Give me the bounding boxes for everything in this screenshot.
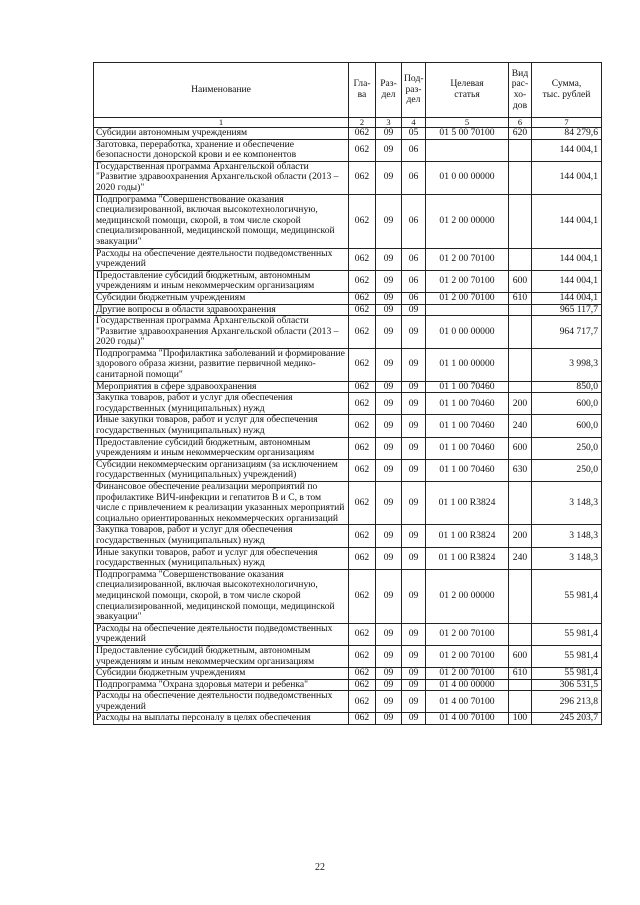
table-row bbox=[94, 569, 602, 623]
column-number: 7 bbox=[532, 118, 602, 128]
row-subsection: 09 bbox=[402, 348, 426, 381]
table-row bbox=[94, 304, 602, 316]
row-expense-type bbox=[509, 348, 532, 381]
table-row bbox=[94, 270, 602, 292]
row-section: 09 bbox=[376, 679, 402, 691]
header-expense-type: Вид рас- хо- дов bbox=[509, 63, 532, 118]
row-expense-type: 600 bbox=[509, 437, 532, 459]
row-target-article: 01 4 00 70100 bbox=[426, 713, 509, 725]
row-subsection: 09 bbox=[402, 569, 426, 623]
row-target-article: 01 1 00 R3824 bbox=[426, 482, 509, 525]
row-chapter: 062 bbox=[349, 668, 376, 680]
row-chapter: 062 bbox=[349, 292, 376, 304]
row-subsection: 06 bbox=[402, 292, 426, 304]
row-target-article: 01 5 00 70100 bbox=[426, 128, 509, 140]
row-amount: 55 981,4 bbox=[532, 569, 602, 623]
row-name: Иные закупки товаров, работ и услуг для обеспечения государственных (муниципальных) нужд bbox=[94, 415, 349, 437]
row-section: 09 bbox=[376, 645, 402, 667]
row-amount: 600,0 bbox=[532, 415, 602, 437]
row-chapter: 062 bbox=[349, 547, 376, 569]
row-expense-type: 200 bbox=[509, 393, 532, 415]
row-expense-type bbox=[509, 482, 532, 525]
row-chapter: 062 bbox=[349, 691, 376, 713]
row-name: Расходы на обеспечение деятельности подведомственных учреждений bbox=[94, 691, 349, 713]
table-row bbox=[94, 645, 602, 667]
row-expense-type: 600 bbox=[509, 645, 532, 667]
row-target-article: 01 1 00 00000 bbox=[426, 348, 509, 381]
table-row bbox=[94, 691, 602, 713]
row-expense-type bbox=[509, 691, 532, 713]
row-section: 09 bbox=[376, 128, 402, 140]
row-amount: 55 981,4 bbox=[532, 623, 602, 645]
row-amount: 144 004,1 bbox=[532, 292, 602, 304]
row-chapter: 062 bbox=[349, 270, 376, 292]
row-chapter: 062 bbox=[349, 415, 376, 437]
row-section: 09 bbox=[376, 348, 402, 381]
row-chapter: 062 bbox=[349, 679, 376, 691]
row-expense-type: 630 bbox=[509, 459, 532, 481]
column-number: 6 bbox=[509, 118, 532, 128]
row-name: Финансовое обеспечение реализации мероприятий по профилактике ВИЧ-инфекции и гепатитов B и C, в том числе с привлечением к реализации указанных мероприятий социально ориентированных некоммерческих организаций bbox=[94, 482, 349, 525]
row-section: 09 bbox=[376, 415, 402, 437]
row-target-article: 01 1 00 R3824 bbox=[426, 547, 509, 569]
row-name: Предоставление субсидий бюджетным, автономным учреждениям и иным некоммерческим организациям bbox=[94, 437, 349, 459]
row-amount: 850,0 bbox=[532, 381, 602, 393]
row-subsection: 06 bbox=[402, 194, 426, 248]
row-subsection: 09 bbox=[402, 679, 426, 691]
table-row bbox=[94, 393, 602, 415]
row-chapter: 062 bbox=[349, 316, 376, 349]
table-body bbox=[94, 128, 602, 725]
row-amount: 144 004,1 bbox=[532, 194, 602, 248]
row-amount: 964 717,7 bbox=[532, 316, 602, 349]
row-amount: 144 004,1 bbox=[532, 270, 602, 292]
row-subsection: 09 bbox=[402, 459, 426, 481]
row-subsection: 09 bbox=[402, 316, 426, 349]
row-expense-type bbox=[509, 304, 532, 316]
row-amount: 250,0 bbox=[532, 459, 602, 481]
row-amount: 3 148,3 bbox=[532, 525, 602, 547]
row-name: Подпрограмма "Совершенствование оказания специализированной, включая высокотехнологичную, медицинской помощи, скорой, в том числе скорой специализированной, медицинской помощи, медицинской эвакуации" bbox=[94, 194, 349, 248]
column-number: 5 bbox=[426, 118, 509, 128]
table-row bbox=[94, 415, 602, 437]
budget-table bbox=[93, 62, 602, 725]
row-name: Предоставление субсидий бюджетным, автономным учреждениям и иным некоммерческим организациям bbox=[94, 645, 349, 667]
row-name: Расходы на обеспечение деятельности подведомственных учреждений bbox=[94, 248, 349, 270]
row-expense-type bbox=[509, 316, 532, 349]
row-section: 09 bbox=[376, 139, 402, 161]
table-header bbox=[94, 63, 602, 128]
row-chapter: 062 bbox=[349, 381, 376, 393]
row-amount: 245 203,7 bbox=[532, 713, 602, 725]
row-name: Предоставление субсидий бюджетным, автономным учреждениям и иным некоммерческим организациям bbox=[94, 270, 349, 292]
row-name: Государственная программа Архангельской области "Развитие здравоохранения Архангельской области (2013 – 2020 годы)" bbox=[94, 161, 349, 194]
row-subsection: 09 bbox=[402, 415, 426, 437]
row-subsection: 09 bbox=[402, 304, 426, 316]
row-amount: 84 279,6 bbox=[532, 128, 602, 140]
table-row bbox=[94, 161, 602, 194]
row-amount: 3 148,3 bbox=[532, 482, 602, 525]
row-target-article: 01 1 00 70460 bbox=[426, 459, 509, 481]
row-amount: 250,0 bbox=[532, 437, 602, 459]
table-row bbox=[94, 348, 602, 381]
row-section: 09 bbox=[376, 270, 402, 292]
row-subsection: 06 bbox=[402, 248, 426, 270]
row-name: Субсидии бюджетным учреждениям bbox=[94, 668, 349, 680]
row-name: Иные закупки товаров, работ и услуг для обеспечения государственных (муниципальных) нужд bbox=[94, 547, 349, 569]
row-subsection: 09 bbox=[402, 645, 426, 667]
row-chapter: 062 bbox=[349, 393, 376, 415]
row-chapter: 062 bbox=[349, 304, 376, 316]
table-row bbox=[94, 482, 602, 525]
row-subsection: 09 bbox=[402, 482, 426, 525]
row-target-article: 01 2 00 70100 bbox=[426, 645, 509, 667]
row-subsection: 09 bbox=[402, 713, 426, 725]
row-name: Подпрограмма "Совершенствование оказания специализированной, включая высокотехнологичную, медицинской помощи, скорой, в том числе скорой специализированной, медицинской помощи, медицинской эвакуации" bbox=[94, 569, 349, 623]
table-row bbox=[94, 525, 602, 547]
table-row bbox=[94, 668, 602, 680]
row-target-article: 01 0 00 00000 bbox=[426, 161, 509, 194]
row-name: Расходы на выплаты персоналу в целях обеспечения bbox=[94, 713, 349, 725]
column-number: 2 bbox=[349, 118, 376, 128]
header-section: Раз- дел bbox=[376, 63, 402, 118]
row-expense-type: 240 bbox=[509, 547, 532, 569]
row-amount: 3 148,3 bbox=[532, 547, 602, 569]
row-target-article: 01 2 00 70100 bbox=[426, 270, 509, 292]
row-chapter: 062 bbox=[349, 623, 376, 645]
row-name: Расходы на обеспечение деятельности подведомственных учреждений bbox=[94, 623, 349, 645]
row-subsection: 09 bbox=[402, 547, 426, 569]
row-subsection: 06 bbox=[402, 270, 426, 292]
row-amount: 55 981,4 bbox=[532, 645, 602, 667]
table-row bbox=[94, 292, 602, 304]
row-chapter: 062 bbox=[349, 161, 376, 194]
row-name: Подпрограмма "Профилактика заболеваний и формирование здорового образа жизни, развитие первичной медико-санитарной помощи" bbox=[94, 348, 349, 381]
row-subsection: 06 bbox=[402, 161, 426, 194]
row-expense-type: 600 bbox=[509, 270, 532, 292]
row-amount: 296 213,8 bbox=[532, 691, 602, 713]
row-subsection: 09 bbox=[402, 691, 426, 713]
row-expense-type: 610 bbox=[509, 292, 532, 304]
row-chapter: 062 bbox=[349, 525, 376, 547]
header-name: Наименование bbox=[94, 63, 349, 118]
row-section: 09 bbox=[376, 381, 402, 393]
row-name: Закупка товаров, работ и услуг для обеспечения государственных (муниципальных) нужд bbox=[94, 393, 349, 415]
row-section: 09 bbox=[376, 668, 402, 680]
row-target-article bbox=[426, 304, 509, 316]
table-row bbox=[94, 459, 602, 481]
table-row bbox=[94, 547, 602, 569]
table-row bbox=[94, 248, 602, 270]
row-target-article bbox=[426, 139, 509, 161]
row-target-article: 01 0 00 00000 bbox=[426, 316, 509, 349]
row-expense-type: 100 bbox=[509, 713, 532, 725]
column-number: 1 bbox=[94, 118, 349, 128]
row-expense-type: 240 bbox=[509, 415, 532, 437]
row-expense-type bbox=[509, 569, 532, 623]
row-section: 09 bbox=[376, 713, 402, 725]
row-subsection: 09 bbox=[402, 668, 426, 680]
column-number: 4 bbox=[402, 118, 426, 128]
row-chapter: 062 bbox=[349, 348, 376, 381]
row-subsection: 06 bbox=[402, 139, 426, 161]
row-name: Государственная программа Архангельской области "Развитие здравоохранения Архангельской области (2013 – 2020 годы)" bbox=[94, 316, 349, 349]
row-section: 09 bbox=[376, 194, 402, 248]
row-chapter: 062 bbox=[349, 645, 376, 667]
row-expense-type bbox=[509, 139, 532, 161]
row-section: 09 bbox=[376, 691, 402, 713]
row-target-article: 01 1 00 R3824 bbox=[426, 525, 509, 547]
row-name: Закупка товаров, работ и услуг для обеспечения государственных (муниципальных) нужд bbox=[94, 525, 349, 547]
row-target-article: 01 4 00 00000 bbox=[426, 679, 509, 691]
table-row bbox=[94, 194, 602, 248]
row-expense-type bbox=[509, 679, 532, 691]
row-chapter: 062 bbox=[349, 128, 376, 140]
row-chapter: 062 bbox=[349, 194, 376, 248]
row-section: 09 bbox=[376, 547, 402, 569]
row-name: Субсидии автономным учреждениям bbox=[94, 128, 349, 140]
row-target-article: 01 2 00 70100 bbox=[426, 292, 509, 304]
row-amount: 600,0 bbox=[532, 393, 602, 415]
row-expense-type: 200 bbox=[509, 525, 532, 547]
row-expense-type: 610 bbox=[509, 668, 532, 680]
table-row bbox=[94, 139, 602, 161]
column-number-row bbox=[94, 118, 602, 128]
row-subsection: 09 bbox=[402, 437, 426, 459]
row-subsection: 09 bbox=[402, 381, 426, 393]
budget-table-container bbox=[93, 62, 601, 725]
row-target-article: 01 2 00 70100 bbox=[426, 248, 509, 270]
table-row bbox=[94, 623, 602, 645]
row-expense-type bbox=[509, 194, 532, 248]
row-target-article: 01 2 00 70100 bbox=[426, 623, 509, 645]
table-row bbox=[94, 437, 602, 459]
row-section: 09 bbox=[376, 459, 402, 481]
row-subsection: 05 bbox=[402, 128, 426, 140]
row-target-article: 01 2 00 00000 bbox=[426, 569, 509, 623]
header-chapter: Гла- ва bbox=[349, 63, 376, 118]
row-target-article: 01 1 00 70460 bbox=[426, 437, 509, 459]
row-expense-type: 620 bbox=[509, 128, 532, 140]
row-name: Субсидии бюджетным учреждениям bbox=[94, 292, 349, 304]
table-row bbox=[94, 316, 602, 349]
row-chapter: 062 bbox=[349, 248, 376, 270]
row-chapter: 062 bbox=[349, 482, 376, 525]
row-expense-type bbox=[509, 623, 532, 645]
table-row bbox=[94, 381, 602, 393]
row-amount: 144 004,1 bbox=[532, 248, 602, 270]
row-expense-type bbox=[509, 381, 532, 393]
row-amount: 144 004,1 bbox=[532, 139, 602, 161]
table-row bbox=[94, 128, 602, 140]
column-number: 3 bbox=[376, 118, 402, 128]
row-amount: 965 117,7 bbox=[532, 304, 602, 316]
row-target-article: 01 1 00 70460 bbox=[426, 381, 509, 393]
row-subsection: 09 bbox=[402, 525, 426, 547]
row-amount: 3 998,3 bbox=[532, 348, 602, 381]
row-section: 09 bbox=[376, 292, 402, 304]
row-section: 09 bbox=[376, 437, 402, 459]
row-section: 09 bbox=[376, 525, 402, 547]
row-subsection: 09 bbox=[402, 393, 426, 415]
row-section: 09 bbox=[376, 304, 402, 316]
row-chapter: 062 bbox=[349, 713, 376, 725]
header-amount: Сумма, тыс. рублей bbox=[532, 63, 602, 118]
row-target-article: 01 2 00 00000 bbox=[426, 194, 509, 248]
row-name: Субсидии некоммерческим организациям (за исключением государственных (муниципальных) учреждений) bbox=[94, 459, 349, 481]
row-section: 09 bbox=[376, 482, 402, 525]
table-row bbox=[94, 713, 602, 725]
row-section: 09 bbox=[376, 316, 402, 349]
row-subsection: 09 bbox=[402, 623, 426, 645]
row-chapter: 062 bbox=[349, 139, 376, 161]
row-chapter: 062 bbox=[349, 459, 376, 481]
row-target-article: 01 4 00 70100 bbox=[426, 691, 509, 713]
row-section: 09 bbox=[376, 248, 402, 270]
row-target-article: 01 1 00 70460 bbox=[426, 393, 509, 415]
row-section: 09 bbox=[376, 623, 402, 645]
row-amount: 144 004,1 bbox=[532, 161, 602, 194]
table-row bbox=[94, 679, 602, 691]
row-section: 09 bbox=[376, 161, 402, 194]
header-subsection: Под- раз- дел bbox=[402, 63, 426, 118]
header-target-article: Целевая статья bbox=[426, 63, 509, 118]
row-chapter: 062 bbox=[349, 437, 376, 459]
row-target-article: 01 1 00 70460 bbox=[426, 415, 509, 437]
row-name: Мероприятия в сфере здравоохранения bbox=[94, 381, 349, 393]
row-expense-type bbox=[509, 161, 532, 194]
row-section: 09 bbox=[376, 393, 402, 415]
row-amount: 55 981,4 bbox=[532, 668, 602, 680]
page-number: 22 bbox=[315, 862, 325, 873]
row-target-article: 01 2 00 70100 bbox=[426, 668, 509, 680]
row-amount: 306 531,5 bbox=[532, 679, 602, 691]
row-section: 09 bbox=[376, 569, 402, 623]
row-name: Подпрограмма "Охрана здоровья матери и ребенка" bbox=[94, 679, 349, 691]
row-name: Заготовка, переработка, хранение и обеспечение безопасности донорской крови и ее компонентов bbox=[94, 139, 349, 161]
row-expense-type bbox=[509, 248, 532, 270]
row-chapter: 062 bbox=[349, 569, 376, 623]
row-name: Другие вопросы в области здравоохранения bbox=[94, 304, 349, 316]
